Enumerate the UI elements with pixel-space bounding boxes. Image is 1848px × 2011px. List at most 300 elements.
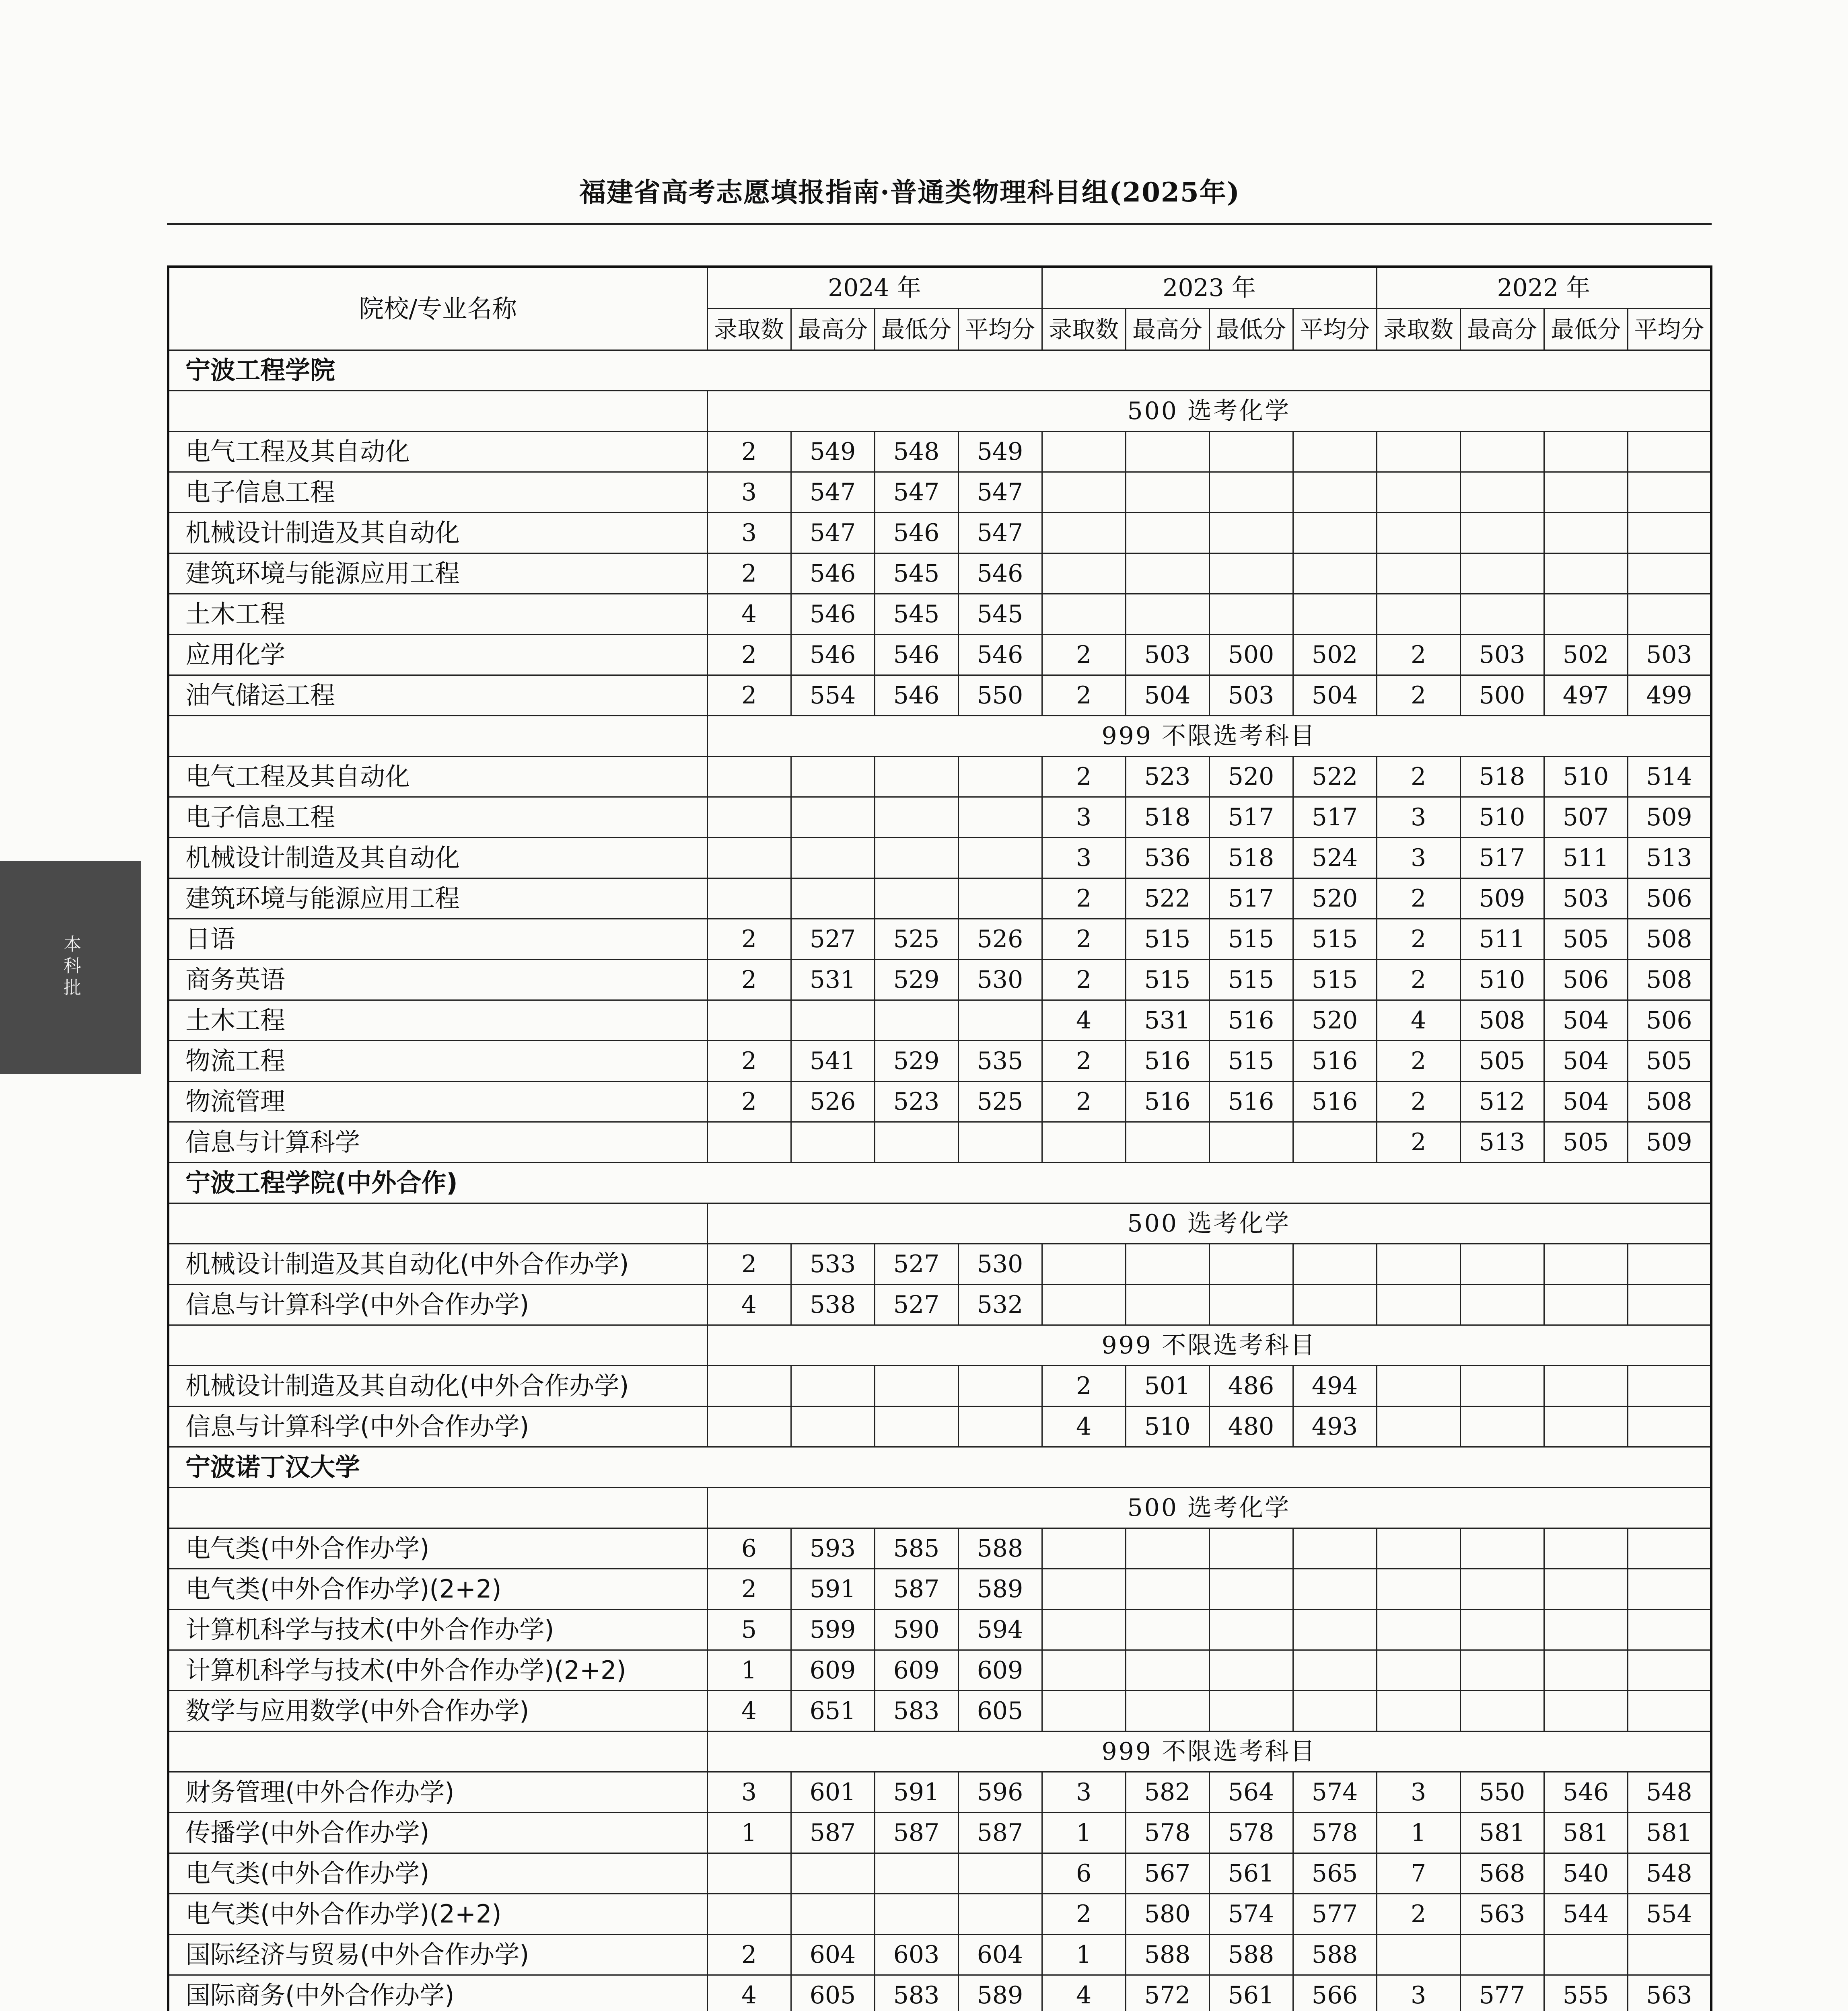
major-name: 计算机科学与技术(中外合作办学)(2+2) (168, 1650, 707, 1691)
score-cell (1377, 1528, 1460, 1569)
score-cell (1544, 1285, 1628, 1325)
score-cell (707, 1000, 791, 1041)
score-cell: 581 (1628, 1813, 1711, 1853)
score-cell (1544, 1569, 1628, 1610)
major-name: 电气工程及其自动化 (168, 757, 707, 797)
score-cell (1460, 1650, 1544, 1691)
score-cell: 2 (1377, 635, 1460, 675)
score-cell: 510 (1544, 757, 1628, 797)
major-name: 信息与计算科学(中外合作办学) (168, 1285, 707, 1325)
score-cell (1209, 1650, 1293, 1691)
score-cell: 2 (1377, 757, 1460, 797)
score-cell: 2 (707, 1569, 791, 1610)
score-cell: 583 (875, 1691, 958, 1731)
table-row (168, 1935, 1711, 1975)
score-cell: 604 (958, 1935, 1042, 1975)
score-cell (1293, 1122, 1377, 1163)
major-name: 应用化学 (168, 635, 707, 675)
score-cell (1544, 1650, 1628, 1691)
score-cell: 583 (875, 1975, 958, 2011)
score-cell: 547 (791, 472, 875, 513)
score-cell: 509 (1628, 1122, 1711, 1163)
score-cell: 515 (1209, 1041, 1293, 1082)
score-cell: 588 (1126, 1935, 1209, 1975)
major-name: 物流工程 (168, 1041, 707, 1082)
table-row (168, 1650, 1711, 1691)
score-cell: 2 (1377, 919, 1460, 960)
table-row (168, 472, 1711, 513)
score-cell (1544, 513, 1628, 553)
score-cell: 509 (1628, 797, 1711, 838)
score-cell: 493 (1293, 1406, 1377, 1447)
score-cell: 594 (958, 1610, 1042, 1650)
table-row (168, 594, 1711, 635)
score-cell: 500 (1209, 635, 1293, 675)
score-cell: 546 (875, 513, 958, 553)
major-name: 传播学(中外合作办学) (168, 1813, 707, 1853)
score-cell (1209, 1610, 1293, 1650)
score-cell: 2 (1377, 1894, 1460, 1935)
column-header-min: 最低分 (1209, 309, 1293, 350)
score-cell: 2 (707, 553, 791, 594)
score-cell: 605 (791, 1975, 875, 2011)
score-cell: 4 (1042, 1975, 1126, 2011)
score-cell (1377, 594, 1460, 635)
table-row (168, 838, 1711, 878)
column-header-min: 最低分 (1544, 309, 1628, 350)
score-cell (1628, 432, 1711, 472)
score-cell: 503 (1209, 675, 1293, 716)
score-cell: 1 (1042, 1935, 1126, 1975)
score-cell (1126, 1691, 1209, 1731)
subject-requirement: 999 不限选考科目 (707, 716, 1711, 757)
score-cell: 503 (1544, 878, 1628, 919)
year-header-2024: 2024 年 (707, 267, 1042, 309)
year-header-2023: 2023 年 (1042, 267, 1377, 309)
major-name: 日语 (168, 919, 707, 960)
major-name: 机械设计制造及其自动化(中外合作办学) (168, 1366, 707, 1406)
score-cell (1628, 1244, 1711, 1285)
score-cell (875, 1894, 958, 1935)
score-cell (875, 878, 958, 919)
score-cell (1209, 1569, 1293, 1610)
score-cell: 545 (875, 594, 958, 635)
score-cell: 580 (1126, 1894, 1209, 1935)
score-cell: 547 (875, 472, 958, 513)
major-name: 建筑环境与能源应用工程 (168, 553, 707, 594)
score-cell: 504 (1544, 1000, 1628, 1041)
admission-score-table (167, 265, 1712, 2011)
score-cell: 499 (1628, 675, 1711, 716)
score-cell: 511 (1460, 919, 1544, 960)
requirement-spacer-cell (168, 716, 707, 757)
score-cell: 574 (1293, 1772, 1377, 1813)
score-cell: 547 (958, 513, 1042, 553)
major-name: 电气类(中外合作办学) (168, 1853, 707, 1894)
score-cell (791, 838, 875, 878)
score-cell: 480 (1209, 1406, 1293, 1447)
score-cell: 578 (1209, 1813, 1293, 1853)
major-name: 物流管理 (168, 1082, 707, 1122)
table-row (168, 1569, 1711, 1610)
score-cell (1293, 1610, 1377, 1650)
score-cell: 567 (1126, 1853, 1209, 1894)
score-cell (1042, 1691, 1126, 1731)
score-cell (1460, 1366, 1544, 1406)
subject-requirement-row (168, 1488, 1711, 1528)
requirement-spacer-cell (168, 1488, 707, 1528)
score-cell (1126, 1610, 1209, 1650)
score-cell: 6 (1042, 1853, 1126, 1894)
major-name: 电气类(中外合作办学)(2+2) (168, 1569, 707, 1610)
score-cell: 2 (1042, 1894, 1126, 1935)
score-cell: 2 (1042, 1041, 1126, 1082)
score-cell: 508 (1628, 1082, 1711, 1122)
score-cell: 2 (1042, 919, 1126, 960)
table-row (168, 1244, 1711, 1285)
score-cell (1042, 553, 1126, 594)
score-cell (1293, 1285, 1377, 1325)
side-tab-label: 本科批 (60, 935, 81, 1000)
score-cell: 3 (1377, 1772, 1460, 1813)
table-row (168, 1528, 1711, 1569)
major-name: 土木工程 (168, 594, 707, 635)
score-cell: 2 (1377, 675, 1460, 716)
score-cell: 566 (1293, 1975, 1377, 2011)
score-cell (1209, 594, 1293, 635)
score-cell: 2 (1377, 1122, 1460, 1163)
score-cell (1209, 553, 1293, 594)
score-cell: 500 (1460, 675, 1544, 716)
score-cell: 517 (1293, 797, 1377, 838)
table-row (168, 635, 1711, 675)
score-cell: 505 (1544, 1122, 1628, 1163)
column-header-max: 最高分 (1460, 309, 1544, 350)
major-name: 机械设计制造及其自动化 (168, 838, 707, 878)
score-cell (1460, 1406, 1544, 1447)
score-cell (1544, 1610, 1628, 1650)
score-cell (707, 797, 791, 838)
subject-requirement: 500 选考化学 (707, 1488, 1711, 1528)
score-cell (875, 838, 958, 878)
score-cell: 526 (791, 1082, 875, 1122)
score-cell (1293, 513, 1377, 553)
score-cell: 2 (1377, 1082, 1460, 1122)
score-cell: 587 (958, 1813, 1042, 1853)
score-cell: 546 (791, 635, 875, 675)
score-cell: 527 (875, 1244, 958, 1285)
score-cell (1377, 1569, 1460, 1610)
score-cell: 516 (1293, 1082, 1377, 1122)
score-cell (1042, 432, 1126, 472)
score-cell: 513 (1628, 838, 1711, 878)
column-header-count: 录取数 (1042, 309, 1126, 350)
score-cell: 503 (1126, 635, 1209, 675)
score-cell: 517 (1209, 797, 1293, 838)
score-cell (875, 1122, 958, 1163)
score-cell (1628, 1569, 1711, 1610)
score-cell: 585 (875, 1528, 958, 1569)
score-cell: 4 (707, 1975, 791, 2011)
score-cell (1293, 432, 1377, 472)
score-cell: 590 (875, 1610, 958, 1650)
score-cell (1126, 1528, 1209, 1569)
score-cell: 523 (875, 1082, 958, 1122)
side-tab (0, 861, 141, 1074)
score-cell (1544, 553, 1628, 594)
score-cell: 7 (1377, 1853, 1460, 1894)
score-cell: 2 (1377, 960, 1460, 1000)
score-cell: 2 (707, 960, 791, 1000)
subject-requirement: 999 不限选考科目 (707, 1731, 1711, 1772)
score-cell: 546 (958, 635, 1042, 675)
table-row (168, 1772, 1711, 1813)
score-cell: 508 (1628, 960, 1711, 1000)
score-cell (875, 797, 958, 838)
score-cell: 4 (1377, 1000, 1460, 1041)
score-cell: 601 (791, 1772, 875, 1813)
score-cell: 544 (1544, 1894, 1628, 1935)
school-row (168, 1447, 1711, 1488)
score-cell (791, 1406, 875, 1447)
score-cell (1042, 1650, 1126, 1691)
score-cell (1377, 513, 1460, 553)
score-cell (958, 797, 1042, 838)
score-cell (1293, 1528, 1377, 1569)
score-cell (707, 878, 791, 919)
table-row (168, 1975, 1711, 2011)
score-cell: 520 (1293, 878, 1377, 919)
requirement-spacer-cell (168, 1731, 707, 1772)
score-cell: 503 (1628, 635, 1711, 675)
column-header-count: 录取数 (1377, 309, 1460, 350)
score-cell (1628, 472, 1711, 513)
table-row (168, 757, 1711, 797)
table-row (168, 1894, 1711, 1935)
score-cell (1544, 472, 1628, 513)
score-cell (1460, 553, 1544, 594)
score-cell: 3 (1377, 838, 1460, 878)
table-row (168, 1082, 1711, 1122)
score-cell: 510 (1460, 960, 1544, 1000)
score-cell: 502 (1544, 635, 1628, 675)
score-cell (1293, 472, 1377, 513)
score-cell (1377, 1691, 1460, 1731)
score-cell: 581 (1544, 1813, 1628, 1853)
score-cell (791, 878, 875, 919)
column-header-avg: 平均分 (958, 309, 1042, 350)
score-cell: 4 (707, 1285, 791, 1325)
score-cell (1293, 1244, 1377, 1285)
table-row (168, 1813, 1711, 1853)
score-cell: 6 (707, 1528, 791, 1569)
score-cell: 515 (1293, 960, 1377, 1000)
score-cell: 540 (1544, 1853, 1628, 1894)
score-cell: 2 (707, 432, 791, 472)
score-cell (1460, 1569, 1544, 1610)
table-row (168, 878, 1711, 919)
score-cell (1628, 1650, 1711, 1691)
score-cell (1209, 1691, 1293, 1731)
score-cell (1042, 513, 1126, 553)
score-cell (1628, 1406, 1711, 1447)
subject-requirement-row (168, 1731, 1711, 1772)
subject-requirement-row (168, 391, 1711, 432)
major-name: 计算机科学与技术(中外合作办学) (168, 1610, 707, 1650)
score-cell: 561 (1209, 1853, 1293, 1894)
score-cell: 4 (1042, 1000, 1126, 1041)
score-cell: 582 (1126, 1772, 1209, 1813)
score-cell (1628, 594, 1711, 635)
score-cell: 605 (958, 1691, 1042, 1731)
score-cell: 554 (1628, 1894, 1711, 1935)
score-cell (1126, 1244, 1209, 1285)
column-header-min: 最低分 (875, 309, 958, 350)
score-cell (1293, 594, 1377, 635)
table-row (168, 553, 1711, 594)
score-cell: 505 (1544, 919, 1628, 960)
score-cell (1293, 553, 1377, 594)
score-cell: 4 (1042, 1406, 1126, 1447)
score-cell: 515 (1293, 919, 1377, 960)
score-cell (791, 1853, 875, 1894)
table-row (168, 513, 1711, 553)
subject-requirement: 500 选考化学 (707, 391, 1711, 432)
score-cell: 527 (875, 1285, 958, 1325)
score-cell (1126, 1122, 1209, 1163)
major-name: 电子信息工程 (168, 797, 707, 838)
score-cell: 2 (1377, 1041, 1460, 1082)
score-cell (1460, 1285, 1544, 1325)
score-cell (1293, 1569, 1377, 1610)
major-name: 电气工程及其自动化 (168, 432, 707, 472)
score-cell (1377, 1244, 1460, 1285)
score-cell: 587 (791, 1813, 875, 1853)
score-cell (1126, 432, 1209, 472)
table-row (168, 1691, 1711, 1731)
score-cell: 578 (1126, 1813, 1209, 1853)
score-cell (1460, 432, 1544, 472)
score-cell: 591 (875, 1772, 958, 1813)
score-cell: 508 (1628, 919, 1711, 960)
score-cell (1377, 432, 1460, 472)
major-name: 国际商务(中外合作办学) (168, 1975, 707, 2011)
score-cell: 546 (875, 635, 958, 675)
subject-requirement: 999 不限选考科目 (707, 1325, 1711, 1366)
score-cell: 589 (958, 1975, 1042, 2011)
score-cell: 2 (1042, 1366, 1126, 1406)
score-cell (1628, 1285, 1711, 1325)
score-cell: 604 (791, 1935, 875, 1975)
score-cell: 545 (875, 553, 958, 594)
score-cell: 505 (1460, 1041, 1544, 1082)
score-cell (1628, 553, 1711, 594)
score-cell (1460, 1528, 1544, 1569)
score-cell: 501 (1126, 1366, 1209, 1406)
score-cell: 516 (1126, 1082, 1209, 1122)
score-cell (1209, 472, 1293, 513)
score-cell (1042, 1285, 1126, 1325)
score-cell: 591 (791, 1569, 875, 1610)
score-cell: 3 (707, 472, 791, 513)
score-cell: 532 (958, 1285, 1042, 1325)
score-cell: 529 (875, 960, 958, 1000)
table-row (168, 675, 1711, 716)
score-cell (791, 1122, 875, 1163)
score-cell (1042, 1569, 1126, 1610)
subject-requirement-row (168, 1203, 1711, 1244)
major-name: 国际经济与贸易(中外合作办学) (168, 1935, 707, 1975)
score-cell: 536 (1126, 838, 1209, 878)
score-cell: 651 (791, 1691, 875, 1731)
major-name: 数学与应用数学(中外合作办学) (168, 1691, 707, 1731)
score-cell: 547 (791, 513, 875, 553)
score-cell: 549 (791, 432, 875, 472)
score-cell (1126, 513, 1209, 553)
table-row (168, 797, 1711, 838)
score-cell (1460, 1935, 1544, 1975)
score-cell: 609 (791, 1650, 875, 1691)
score-cell (875, 1853, 958, 1894)
score-cell: 554 (791, 675, 875, 716)
score-cell (1126, 1650, 1209, 1691)
score-cell: 518 (1460, 757, 1544, 797)
score-cell: 520 (1293, 1000, 1377, 1041)
score-cell (958, 1406, 1042, 1447)
score-cell: 530 (958, 1244, 1042, 1285)
score-cell (791, 757, 875, 797)
score-cell (1628, 1610, 1711, 1650)
score-cell: 516 (1209, 1082, 1293, 1122)
score-cell: 593 (791, 1528, 875, 1569)
score-cell: 504 (1544, 1041, 1628, 1082)
score-cell (875, 1406, 958, 1447)
score-cell: 581 (1460, 1813, 1544, 1853)
score-cell (1628, 1528, 1711, 1569)
score-cell: 2 (707, 1244, 791, 1285)
score-cell: 1 (707, 1650, 791, 1691)
score-cell (791, 797, 875, 838)
score-cell: 3 (1042, 797, 1126, 838)
column-header-count: 录取数 (707, 309, 791, 350)
major-name: 财务管理(中外合作办学) (168, 1772, 707, 1813)
score-cell (707, 757, 791, 797)
score-cell (707, 1853, 791, 1894)
score-cell: 506 (1628, 878, 1711, 919)
score-cell: 599 (791, 1610, 875, 1650)
column-header-avg: 平均分 (1293, 309, 1377, 350)
subject-requirement: 500 选考化学 (707, 1203, 1711, 1244)
column-header-max: 最高分 (791, 309, 875, 350)
score-cell: 596 (958, 1772, 1042, 1813)
score-cell: 2 (1042, 960, 1126, 1000)
score-cell: 514 (1628, 757, 1711, 797)
score-cell: 523 (1126, 757, 1209, 797)
table-row (168, 1406, 1711, 1447)
score-cell (1293, 1650, 1377, 1691)
score-cell (1042, 1610, 1126, 1650)
score-cell: 2 (1042, 757, 1126, 797)
score-cell: 518 (1126, 797, 1209, 838)
major-name: 机械设计制造及其自动化 (168, 513, 707, 553)
table-body (168, 350, 1711, 2011)
score-cell (707, 1406, 791, 1447)
score-cell: 510 (1126, 1406, 1209, 1447)
score-cell: 577 (1293, 1894, 1377, 1935)
score-cell: 2 (707, 675, 791, 716)
score-cell: 515 (1209, 919, 1293, 960)
score-cell (707, 1122, 791, 1163)
